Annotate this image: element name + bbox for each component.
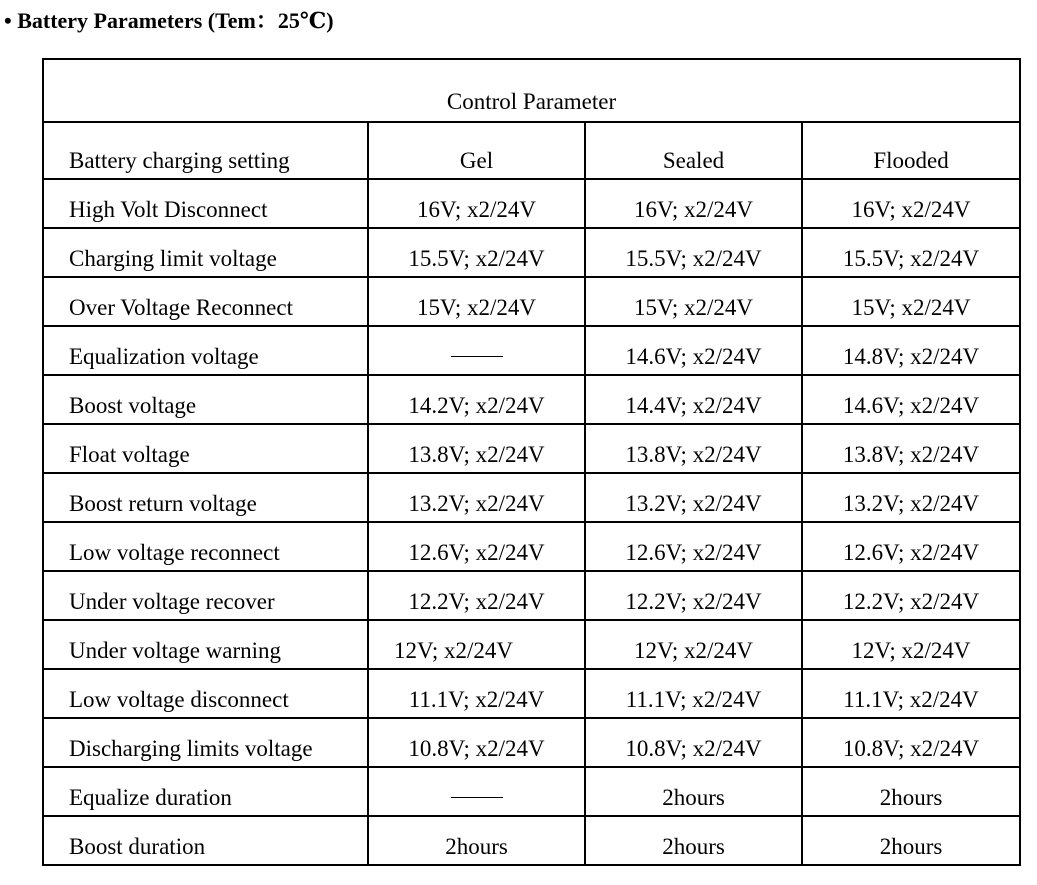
column-header-sealed: Sealed [585, 122, 802, 179]
cell-flooded: 12V; x2/24V [802, 620, 1020, 669]
cell-sealed: 13.8V; x2/24V [585, 424, 802, 473]
cell-flooded: 15V; x2/24V [802, 277, 1020, 326]
column-header-gel: Gel [368, 122, 585, 179]
table-row [43, 179, 1020, 228]
table-title-row [43, 59, 1020, 122]
row-label: Boost duration [43, 816, 368, 865]
cell-gel: 16V; x2/24V [368, 179, 585, 228]
row-label: Discharging limits voltage [43, 718, 368, 767]
cell-flooded: 11.1V; x2/24V [802, 669, 1020, 718]
cell-flooded: 14.8V; x2/24V [802, 326, 1020, 375]
em-dash [451, 356, 503, 357]
table-body [43, 59, 1020, 865]
table-row [43, 816, 1020, 865]
table-row [43, 277, 1020, 326]
row-label: Boost voltage [43, 375, 368, 424]
cell-flooded: 13.8V; x2/24V [802, 424, 1020, 473]
cell-gel: 15.5V; x2/24V [368, 228, 585, 277]
table-title: Control Parameter [43, 59, 1020, 122]
row-label: High Volt Disconnect [43, 179, 368, 228]
table-row [43, 228, 1020, 277]
column-header-flooded: Flooded [802, 122, 1020, 179]
cell-sealed: 11.1V; x2/24V [585, 669, 802, 718]
row-label: Under voltage recover [43, 571, 368, 620]
cell-gel: 15V; x2/24V [368, 277, 585, 326]
cell-sealed: 15.5V; x2/24V [585, 228, 802, 277]
cell-gel: 2hours [368, 816, 585, 865]
cell-flooded: 16V; x2/24V [802, 179, 1020, 228]
table-row [43, 718, 1020, 767]
cell-flooded: 12.2V; x2/24V [802, 571, 1020, 620]
table-row [43, 424, 1020, 473]
table-row [43, 767, 1020, 816]
table-row [43, 620, 1020, 669]
cell-sealed: 15V; x2/24V [585, 277, 802, 326]
row-label: Boost return voltage [43, 473, 368, 522]
row-label: Float voltage [43, 424, 368, 473]
header-label: Battery charging setting [43, 122, 368, 179]
row-label: Low voltage disconnect [43, 669, 368, 718]
cell-sealed: 10.8V; x2/24V [585, 718, 802, 767]
section-heading: • Battery Parameters (Tem：25℃) [4, 8, 334, 33]
cell-gel: 13.8V; x2/24V [368, 424, 585, 473]
row-label: Equalize duration [43, 767, 368, 816]
table-row [43, 375, 1020, 424]
cell-gel: 11.1V; x2/24V [368, 669, 585, 718]
cell-sealed: 12V; x2/24V [585, 620, 802, 669]
cell-gel: 14.2V; x2/24V [368, 375, 585, 424]
table-row [43, 522, 1020, 571]
cell-sealed: 16V; x2/24V [585, 179, 802, 228]
cell-gel: 12.2V; x2/24V [368, 571, 585, 620]
cell-sealed: 2hours [585, 767, 802, 816]
row-label: Under voltage warning [43, 620, 368, 669]
table-header-row [43, 122, 1020, 179]
cell-gel [368, 326, 585, 375]
cell-gel: 12V; x2/24V [368, 620, 585, 669]
cell-flooded: 13.2V; x2/24V [802, 473, 1020, 522]
cell-flooded: 2hours [802, 767, 1020, 816]
battery-parameter-table [42, 58, 1021, 866]
row-label: Over Voltage Reconnect [43, 277, 368, 326]
cell-flooded: 2hours [802, 816, 1020, 865]
table-row [43, 571, 1020, 620]
table-row [43, 473, 1020, 522]
cell-flooded: 10.8V; x2/24V [802, 718, 1020, 767]
cell-sealed: 12.2V; x2/24V [585, 571, 802, 620]
em-dash [451, 797, 503, 798]
row-label: Equalization voltage [43, 326, 368, 375]
cell-gel: 12.6V; x2/24V [368, 522, 585, 571]
row-label: Low voltage reconnect [43, 522, 368, 571]
table-row [43, 326, 1020, 375]
table-row [43, 669, 1020, 718]
cell-sealed: 14.6V; x2/24V [585, 326, 802, 375]
cell-sealed: 12.6V; x2/24V [585, 522, 802, 571]
cell-sealed: 2hours [585, 816, 802, 865]
cell-gel: 10.8V; x2/24V [368, 718, 585, 767]
cell-gel: 13.2V; x2/24V [368, 473, 585, 522]
cell-flooded: 14.6V; x2/24V [802, 375, 1020, 424]
cell-gel [368, 767, 585, 816]
row-label: Charging limit voltage [43, 228, 368, 277]
cell-sealed: 14.4V; x2/24V [585, 375, 802, 424]
cell-sealed: 13.2V; x2/24V [585, 473, 802, 522]
cell-flooded: 15.5V; x2/24V [802, 228, 1020, 277]
cell-flooded: 12.6V; x2/24V [802, 522, 1020, 571]
